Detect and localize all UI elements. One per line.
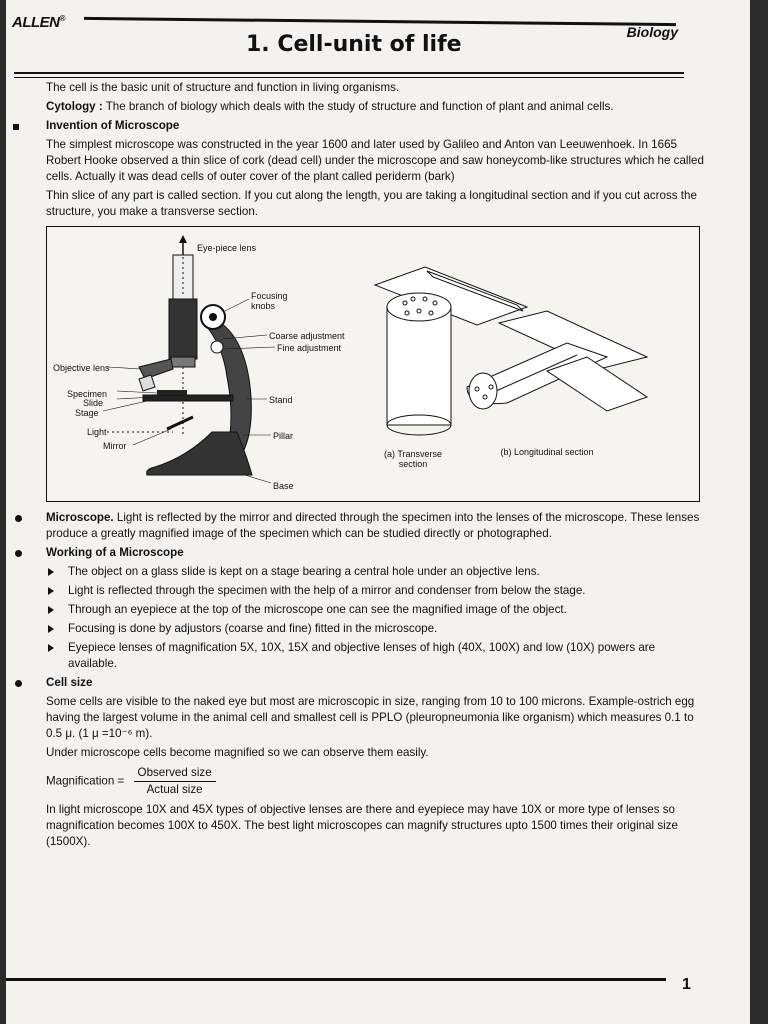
label-objective-lens: Objective lens bbox=[53, 363, 110, 373]
label-stand: Stand bbox=[269, 395, 293, 405]
label-slide: Slide bbox=[83, 398, 104, 408]
cellsize-section bbox=[46, 675, 706, 691]
magnification-formula bbox=[46, 765, 706, 798]
triangle-bullet-icon bbox=[48, 568, 54, 576]
microscope-diagram bbox=[46, 226, 700, 502]
microscope-text: Light is reflected by the mirror and directed through the specimen into the lenses of the microscope. These lenses produce a greatly magnified image of the specimen which can be studied directly or photographed. bbox=[46, 511, 700, 540]
content-body bbox=[46, 80, 706, 853]
invention-paragraph-2: Thin slice of any part is called section. If you cut along the length, you are taking a longitudinal section and if you cut across the structure, you make a transverse section. bbox=[46, 189, 697, 218]
label-light: Light bbox=[87, 427, 107, 437]
intro-text: The cell is the basic unit of structure and function in living organisms. bbox=[46, 81, 400, 94]
square-bullet-icon bbox=[13, 124, 19, 130]
cytology-paragraph bbox=[46, 99, 706, 115]
microscope-term: Microscope. bbox=[46, 511, 114, 524]
working-item: Through an eyepiece at the top of the microscope one can see the magnified image of the object. bbox=[68, 602, 706, 618]
document-page bbox=[6, 0, 750, 1024]
header-rule bbox=[84, 17, 676, 26]
label-fine-adjustment: Fine adjustment bbox=[277, 343, 342, 353]
cytology-text: The branch of biology which deals with the study of structure and function of plant and animal cells. bbox=[102, 100, 614, 113]
page-title: 1. Cell-unit of life bbox=[246, 32, 462, 57]
magnification-fraction bbox=[134, 765, 216, 798]
working-section bbox=[46, 545, 706, 561]
microscope-paragraph bbox=[46, 510, 706, 542]
label-coarse-adjustment: Coarse adjustment bbox=[269, 331, 345, 341]
invention-section bbox=[46, 118, 706, 134]
fraction-denominator: Actual size bbox=[146, 783, 203, 796]
footer-rule bbox=[6, 978, 666, 981]
working-item: Focusing is done by adjustors (coarse and fine) fitted in the microscope. bbox=[68, 621, 706, 637]
label-transverse-section: (a) Transverse section bbox=[383, 449, 443, 469]
cellsize-paragraph-1: Some cells are visible to the naked eye but most are microscopic in size, ranging from 10 to 100 microns. Example-ostrich egg having the largest volume in the animal cell and smallest cell is PPLO (pleuropneumonia like organism) which measures 0.1 to 0.5 μ. (1 μ =10⁻⁶ m). bbox=[46, 695, 695, 740]
title-rule bbox=[14, 72, 684, 74]
round-bullet-icon bbox=[15, 515, 22, 522]
label-longitudinal-section: (b) Longitudinal section bbox=[500, 447, 594, 457]
label-focusing-knobs: Focusing knobs bbox=[251, 291, 288, 311]
microscope-section bbox=[46, 510, 706, 542]
label-eyepiece: Eye-piece lens bbox=[197, 243, 257, 253]
triangle-bullet-icon bbox=[48, 587, 54, 595]
triangle-bullet-icon bbox=[48, 644, 54, 652]
working-item: Light is reflected through the specimen with the help of a mirror and condenser from below the stage. bbox=[68, 583, 706, 599]
cellsize-heading: Cell size bbox=[46, 676, 93, 689]
label-mirror: Mirror bbox=[103, 441, 127, 451]
magnification-label: Magnification = bbox=[46, 774, 125, 788]
round-bullet-icon bbox=[15, 550, 22, 557]
working-heading: Working of a Microscope bbox=[46, 546, 184, 559]
triangle-bullet-icon bbox=[48, 606, 54, 614]
title-rule-thin bbox=[14, 77, 684, 78]
fraction-numerator: Observed size bbox=[134, 765, 216, 782]
cytology-term: Cytology : bbox=[46, 100, 103, 113]
label-specimen: Specimen bbox=[67, 389, 108, 399]
brand-logo: ALLEN® bbox=[12, 14, 65, 31]
label-stage: Stage bbox=[75, 408, 99, 418]
working-item: The object on a glass slide is kept on a stage bearing a central hole under an objective lens. bbox=[68, 564, 706, 580]
round-bullet-icon bbox=[15, 680, 22, 687]
label-base: Base bbox=[273, 481, 294, 491]
cellsize-paragraph-3: In light microscope 10X and 45X types of objective lenses are there and eyepiece may have 10X or more type of lenses so magnification becomes 100X to 450X. The best light microscopes can magnify structures upto 1500 times their original size (1500X). bbox=[46, 803, 678, 848]
cellsize-paragraph-2: Under microscope cells become magnified so we can observe them easily. bbox=[46, 746, 429, 759]
label-pillar: Pillar bbox=[273, 431, 294, 441]
invention-heading: Invention of Microscope bbox=[46, 119, 180, 132]
working-item: Eyepiece lenses of magnification 5X, 10X, 15X and objective lenses of high (40X, 100X) and low (10X) powers are available. bbox=[68, 640, 706, 672]
triangle-bullet-icon bbox=[48, 625, 54, 633]
page-number: 1 bbox=[682, 976, 691, 993]
subject-label: Biology bbox=[626, 24, 678, 40]
invention-paragraph-1: The simplest microscope was constructed in the year 1600 and later used by Galileo and Anton van Leeuwenhoek. In 1665 Robert Hooke observed a thin slice of cork (dead cell) under the microscope and saw honeycomb-like structures which he called cells. Actually it was dead cells of outer cover of the plant called periderm (bark) bbox=[46, 138, 704, 183]
